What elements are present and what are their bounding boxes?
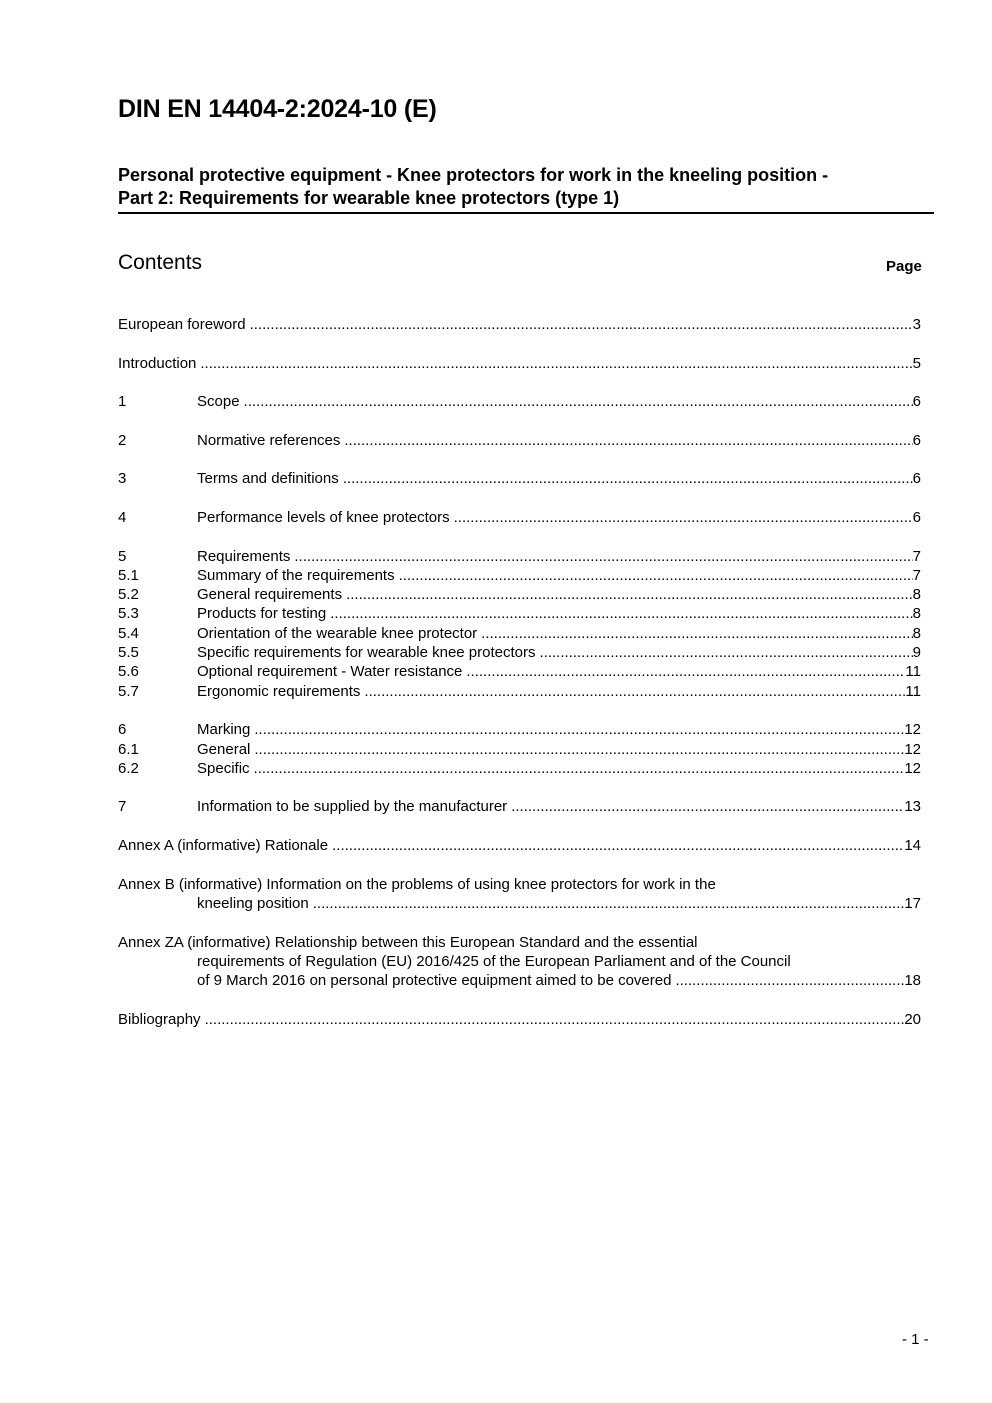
toc-entry-annex-za[interactable] — [118, 933, 921, 991]
toc-entry-5[interactable] — [118, 547, 921, 566]
toc-number: 5.2 — [118, 586, 139, 604]
toc-label: Requirements — [197, 547, 291, 565]
toc-label: Marking — [197, 721, 251, 739]
toc-page: 7 — [912, 566, 921, 584]
toc-label: Annex B (informative) Information on the problems of using knee protectors for work in the — [118, 875, 716, 893]
toc-label: General requirements — [197, 586, 343, 604]
contents-heading: Contents — [118, 251, 203, 274]
toc-page: 12 — [904, 759, 921, 777]
dot-leader — [254, 759, 905, 778]
toc-page: 11 — [905, 682, 921, 700]
dot-leader — [399, 566, 913, 585]
toc-label: Normative references — [197, 431, 341, 449]
dot-leader — [294, 547, 912, 566]
toc-entry-5-1[interactable] — [118, 566, 921, 585]
toc-entry-5-2[interactable] — [118, 585, 921, 604]
toc-number: 5.1 — [118, 566, 139, 584]
dot-leader — [254, 740, 904, 759]
toc-page: 11 — [905, 663, 921, 681]
toc-entry-5-7[interactable] — [118, 682, 921, 701]
dot-leader — [364, 682, 905, 701]
toc-label: Products for testing — [197, 605, 327, 623]
toc-page: 8 — [912, 605, 921, 623]
dot-leader — [330, 604, 912, 623]
toc-page: 8 — [912, 586, 921, 604]
toc-entry-6-2[interactable] — [118, 759, 921, 778]
document-id: DIN EN 14404-2:2024-10 (E) — [118, 95, 437, 123]
dot-leader — [343, 469, 913, 488]
toc-number: 4 — [118, 508, 127, 526]
toc-label: kneeling position — [197, 894, 309, 912]
toc-page: 7 — [912, 547, 921, 565]
toc-entry-annex-a[interactable] — [118, 836, 921, 855]
toc-label: Ergonomic requirements — [197, 682, 361, 700]
toc-line — [118, 894, 921, 913]
toc-label: Bibliography — [118, 1010, 201, 1028]
toc-entry-7[interactable] — [118, 797, 921, 816]
toc-label: Specific requirements for wearable knee protectors — [197, 644, 536, 662]
toc-label: Performance levels of knee protectors — [197, 508, 450, 526]
toc-entry-5-3[interactable] — [118, 604, 921, 623]
toc-entry-4[interactable] — [118, 508, 921, 527]
toc-entry-5-6[interactable] — [118, 662, 921, 681]
toc-entry-3[interactable] — [118, 469, 921, 488]
toc-label: Orientation of the wearable knee protector — [197, 624, 478, 642]
toc-entry-1[interactable] — [118, 392, 921, 411]
dot-leader — [205, 1010, 905, 1029]
toc-line — [118, 933, 921, 952]
page-column-heading: Page — [886, 258, 922, 275]
dot-leader — [332, 836, 904, 855]
toc-entry-5-4[interactable] — [118, 624, 921, 643]
toc-label: European foreword — [118, 316, 246, 333]
dot-leader — [481, 624, 912, 643]
dot-leader — [244, 392, 913, 411]
toc-label: Scope — [197, 393, 240, 411]
toc-page: 12 — [904, 721, 921, 739]
toc-entry-6-1[interactable] — [118, 740, 921, 759]
toc-number: 3 — [118, 470, 127, 488]
toc-label: of 9 March 2016 on personal protective equipment aimed to be covered — [197, 972, 672, 990]
toc-number: 5 — [118, 547, 127, 565]
title-line-1: Personal protective equipment - Knee protectors for work in the kneeling position - — [118, 165, 829, 185]
toc-page: 20 — [904, 1010, 921, 1028]
toc-page: 17 — [904, 894, 921, 912]
dot-leader — [313, 894, 905, 913]
toc-line — [118, 875, 921, 894]
toc-entry-2[interactable] — [118, 431, 921, 450]
toc-label: Introduction — [118, 354, 197, 372]
toc-page: 3 — [912, 316, 921, 333]
toc-page: 13 — [904, 798, 921, 816]
toc-entry-annex-b[interactable] — [118, 875, 921, 914]
toc-label: Information to be supplied by the manufacturer — [197, 798, 508, 816]
toc-number: 2 — [118, 431, 127, 449]
toc-label: Summary of the requirements — [197, 566, 395, 584]
toc-entry-bibliography[interactable] — [118, 1010, 921, 1029]
toc-number: 5.3 — [118, 605, 139, 623]
toc-page: 8 — [912, 624, 921, 642]
dot-leader — [454, 508, 913, 527]
dot-leader — [346, 585, 913, 604]
toc-line — [118, 952, 921, 971]
document-title — [118, 164, 934, 214]
toc-page: 12 — [904, 740, 921, 758]
toc-page: 6 — [912, 508, 921, 526]
toc-number: 7 — [118, 798, 127, 816]
toc-label: requirements of Regulation (EU) 2016/425 of the European Parliament and of the Council — [197, 952, 791, 970]
toc-number: 5.5 — [118, 644, 139, 662]
toc-entry-foreword[interactable] — [118, 315, 921, 334]
toc-line — [118, 971, 921, 990]
toc-entry-6[interactable] — [118, 720, 921, 739]
dot-leader — [200, 354, 912, 373]
toc-page: 14 — [904, 837, 921, 855]
toc-number: 5.7 — [118, 682, 139, 700]
toc-page: 5 — [912, 354, 921, 372]
page-number: - 1 - — [902, 1331, 929, 1348]
toc-number: 5.4 — [118, 624, 139, 642]
toc-label: Optional requirement - Water resistance — [197, 663, 463, 681]
dot-leader — [675, 971, 904, 990]
toc-label: Specific — [197, 759, 250, 777]
table-of-contents — [118, 315, 921, 1048]
toc-number: 5.6 — [118, 663, 139, 681]
dot-leader — [344, 431, 912, 450]
dot-leader — [511, 797, 904, 816]
dot-leader — [540, 643, 913, 662]
toc-entry-introduction[interactable] — [118, 354, 921, 373]
toc-page: 6 — [912, 393, 921, 411]
toc-number: 6 — [118, 721, 127, 739]
toc-page: 9 — [912, 644, 921, 662]
toc-number: 1 — [118, 393, 127, 411]
toc-label: General — [197, 740, 251, 758]
toc-number: 6.2 — [118, 759, 139, 777]
title-line-2: Part 2: Requirements for wearable knee protectors (type 1) — [118, 188, 620, 208]
toc-label: Annex ZA (informative) Relationship between this European Standard and the essential — [118, 933, 698, 951]
toc-page: 18 — [904, 972, 921, 990]
toc-label: Terms and definitions — [197, 470, 339, 488]
toc-number: 6.1 — [118, 740, 139, 758]
toc-entry-5-5[interactable] — [118, 643, 921, 662]
dot-leader — [254, 720, 904, 739]
toc-page: 6 — [912, 431, 921, 449]
dot-leader — [250, 315, 913, 334]
toc-page: 6 — [912, 470, 921, 488]
dot-leader — [466, 662, 905, 681]
toc-label: Annex A (informative) Rationale — [118, 837, 329, 855]
